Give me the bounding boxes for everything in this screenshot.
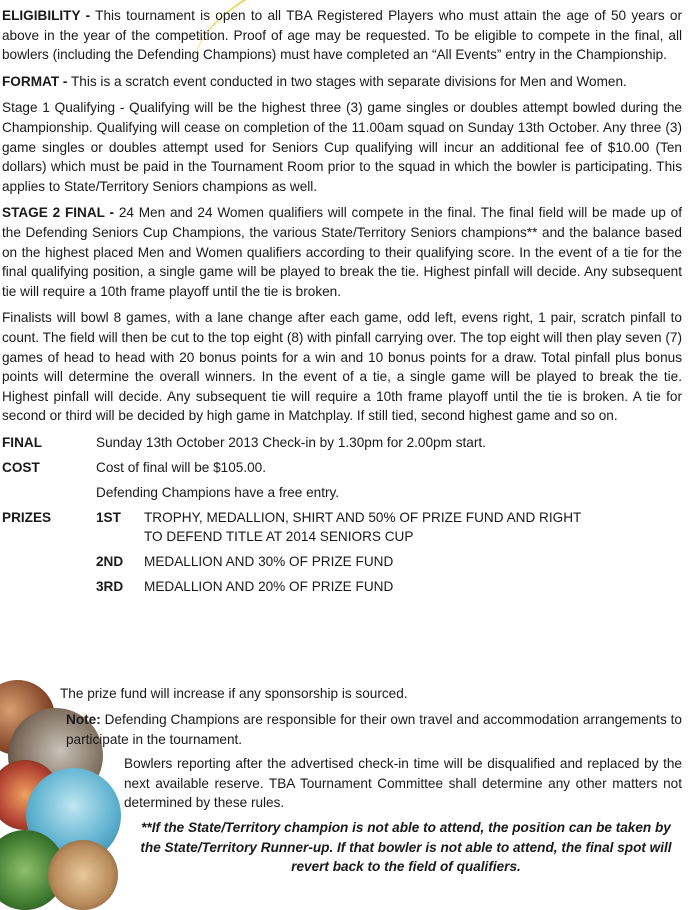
final-value: Sunday 13th October 2013 Check-in by 1.30pm for 2.00pm start.	[96, 434, 486, 450]
prize-desc: MEDALLION AND 20% OF PRIZE FUND	[144, 578, 394, 594]
footnote-text: **If the State/Territory champion is not able to attend, the position can be taken by the State/Territory Runner-up. If that bowler is not able to attend, the final spot will revert back to the field of qualifiers.	[140, 820, 672, 875]
cost-value: Cost of final will be $105.00.	[96, 459, 267, 475]
eligibility-text: This tournament is open to all TBA Registered Players who must attain the age of 50 years or above in the year of the competition. Proof of age may be requested. To be eligible to compete in the final, all bowlers (including the Defending Champions) must have completed an “All Events” entry in the Championship.	[2, 8, 683, 63]
format-paragraph	[2, 72, 682, 92]
final-row	[2, 433, 682, 458]
eligibility-paragraph	[2, 6, 682, 65]
cost-label: COST	[2, 459, 40, 475]
prize-row-3	[2, 577, 682, 602]
note-paragraph	[66, 710, 682, 749]
stage2-paragraph	[2, 203, 682, 301]
cost-row-2	[2, 483, 682, 508]
stage2-text: 24 Men and 24 Women qualifiers will compete in the final. The final field will be made up of the Defending Seniors Cup Champions, the various State/Territory Seniors champions** and the balance based on the highest placed Men and Women qualifiers according to their qualifying score. In the event of a tie for the final qualifying position, a single game will be played to break the tie. Highest pinfall will decide. Any subsequent tie will require a 10th frame playoff until the tie is broken.	[2, 205, 682, 299]
cost-value-2: Defending Champions have a free entry.	[96, 484, 340, 500]
format-label: FORMAT -	[2, 73, 68, 89]
stage2-label: STAGE 2 FINAL -	[2, 205, 115, 221]
cost-row	[2, 458, 682, 483]
eligibility-label: ELIGIBILITY -	[2, 8, 91, 23]
note-label: Note:	[66, 712, 101, 727]
prize-desc: TROPHY, MEDALLION, SHIRT AND 50% OF PRIZE FUND AND RIGHT TO DEFEND TITLE AT 2014 SENIORS CUP	[144, 509, 582, 545]
prize-desc: MEDALLION AND 30% OF PRIZE FUND	[144, 553, 394, 569]
photo-coast	[48, 840, 118, 910]
prize-place: 1ST	[96, 509, 121, 525]
final-label: FINAL	[2, 434, 43, 450]
prize-row-1	[2, 508, 682, 552]
note-text: Defending Champions are responsible for their own travel and accommodation arrangements to participate in the tournament.	[66, 712, 682, 747]
footnote-paragraph	[130, 818, 682, 877]
format-text: This is a scratch event conducted in two stages with separate divisions for Men and Women.	[67, 73, 627, 89]
prize-row-2	[2, 552, 682, 577]
finalists-paragraph: Finalists will bowl 8 games, with a lane change after each game, odd left, evens right, 1 pair, scratch pinfall to count. The field will then be cut to the top eight (8) with pinfall carrying over. The top eight will then play seven (7) games of head to head with 20 bonus points for a win and 10 bonus points for a draw. Total pinfall plus bonus points will determine the overall winners. In the event of a tie, a single game will be played to break the tie. Highest pinfall will decide. Any subsequent tie will require a 10th frame playoff until the tie is broken. A tie for second or third will be decided by high game in Matchplay. If still tied, second highest game and so on.	[2, 310, 682, 424]
document-body	[2, 6, 682, 602]
prize-fund-line	[60, 684, 660, 704]
prize-place: 2ND	[96, 553, 124, 569]
prize-fund-text: The prize fund will increase if any sponsorship is sourced.	[60, 686, 408, 701]
stage1-paragraph: Stage 1 Qualifying - Qualifying will be the highest three (3) game singles or doubles attempt bowled during the Championship. Qualifying will cease on completion of the 11.00am squad on Sunday 13th October. Any three (3) game singles or doubles attempt used for Seniors Cup qualifying will incur an additional fee of $10.00 (Ten dollars) which must be paid in the Tournament Room prior to the squad in which the bowler is participating. This applies to State/Territory Seniors champions as well.	[2, 100, 682, 194]
prize-place: 3RD	[96, 578, 124, 594]
reporting-text: Bowlers reporting after the advertised check-in time will be disqualified and replaced by the next available reserve. TBA Tournament Committee shall determine any other matters not determined by these rules.	[124, 756, 682, 811]
reporting-paragraph	[124, 754, 682, 813]
prizes-label: PRIZES	[2, 509, 52, 525]
